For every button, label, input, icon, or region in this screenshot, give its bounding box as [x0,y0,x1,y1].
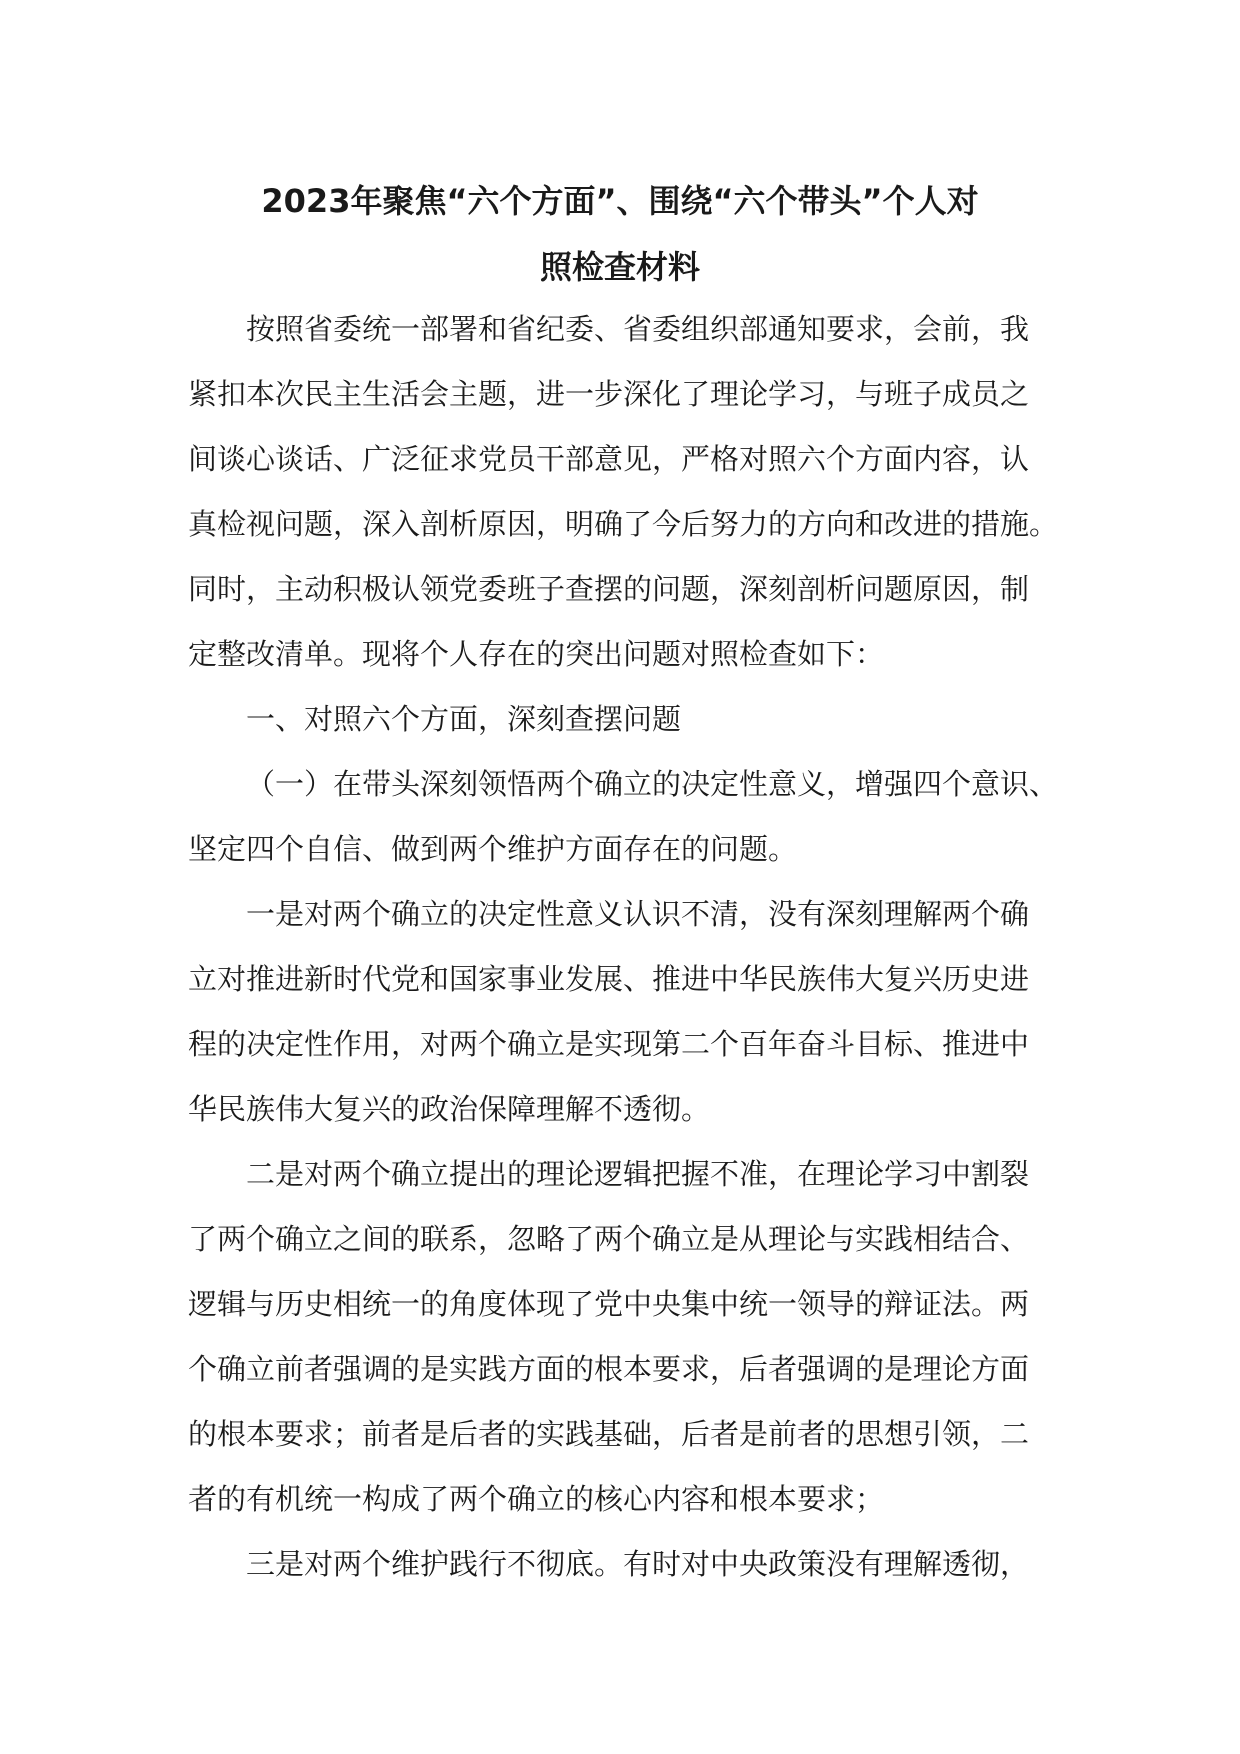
body-line: 同时，主动积极认领党委班子查摆的问题，深刻剖析问题原因，制 [188,572,1030,606]
document-body [188,297,1064,1597]
body-line: 的根本要求；前者是后者的实践基础，后者是前者的思想引领，二 [188,1417,1030,1451]
body-line: 定整改清单。现将个人存在的突出问题对照检查如下： [188,637,885,671]
body-line: 立对推进新时代党和国家事业发展、推进中华民族伟大复兴历史进 [188,962,1030,996]
body-line: 个确立前者强调的是实践方面的根本要求，后者强调的是理论方面 [188,1352,1030,1386]
body-line: 真检视问题，深入剖析原因，明确了今后努力的方向和改进的措施。 [188,507,1059,541]
body-line: 了两个确立之间的联系，忽略了两个确立是从理论与实践相结合、 [188,1222,1030,1256]
body-line: 逻辑与历史相统一的角度体现了党中央集中统一领导的辩证法。两 [188,1287,1030,1321]
body-line: 一、对照六个方面，深刻查摆问题 [246,702,682,736]
body-line: 坚定四个自信、做到两个维护方面存在的问题。 [188,832,798,866]
body-line: 程的决定性作用，对两个确立是实现第二个百年奋斗目标、推进中 [188,1027,1030,1061]
title-line-2: 照检查材料 [539,248,700,286]
body-line: 紧扣本次民主生活会主题，进一步深化了理论学习，与班子成员之 [188,377,1030,411]
body-line: （一）在带头深刻领悟两个确立的决定性意义，增强四个意识、 [246,767,1059,801]
body-line: 者的有机统一构成了两个确立的核心内容和根本要求； [188,1482,885,1516]
document-title [180,168,1060,300]
title-line-1: 2023年聚焦“六个方面”、围绕“六个带头”个人对 [261,182,979,220]
body-line: 间谈心谈话、广泛征求党员干部意见，严格对照六个方面内容，认 [188,442,1030,476]
body-line: 一是对两个确立的决定性意义认识不清，没有深刻理解两个确 [246,897,1030,931]
body-line: 华民族伟大复兴的政治保障理解不透彻。 [188,1092,711,1126]
body-line: 二是对两个确立提出的理论逻辑把握不准，在理论学习中割裂 [246,1157,1030,1191]
body-line: 三是对两个维护践行不彻底。有时对中央政策没有理解透彻， [246,1547,1030,1581]
body-line: 按照省委统一部署和省纪委、省委组织部通知要求，会前，我 [246,312,1030,346]
